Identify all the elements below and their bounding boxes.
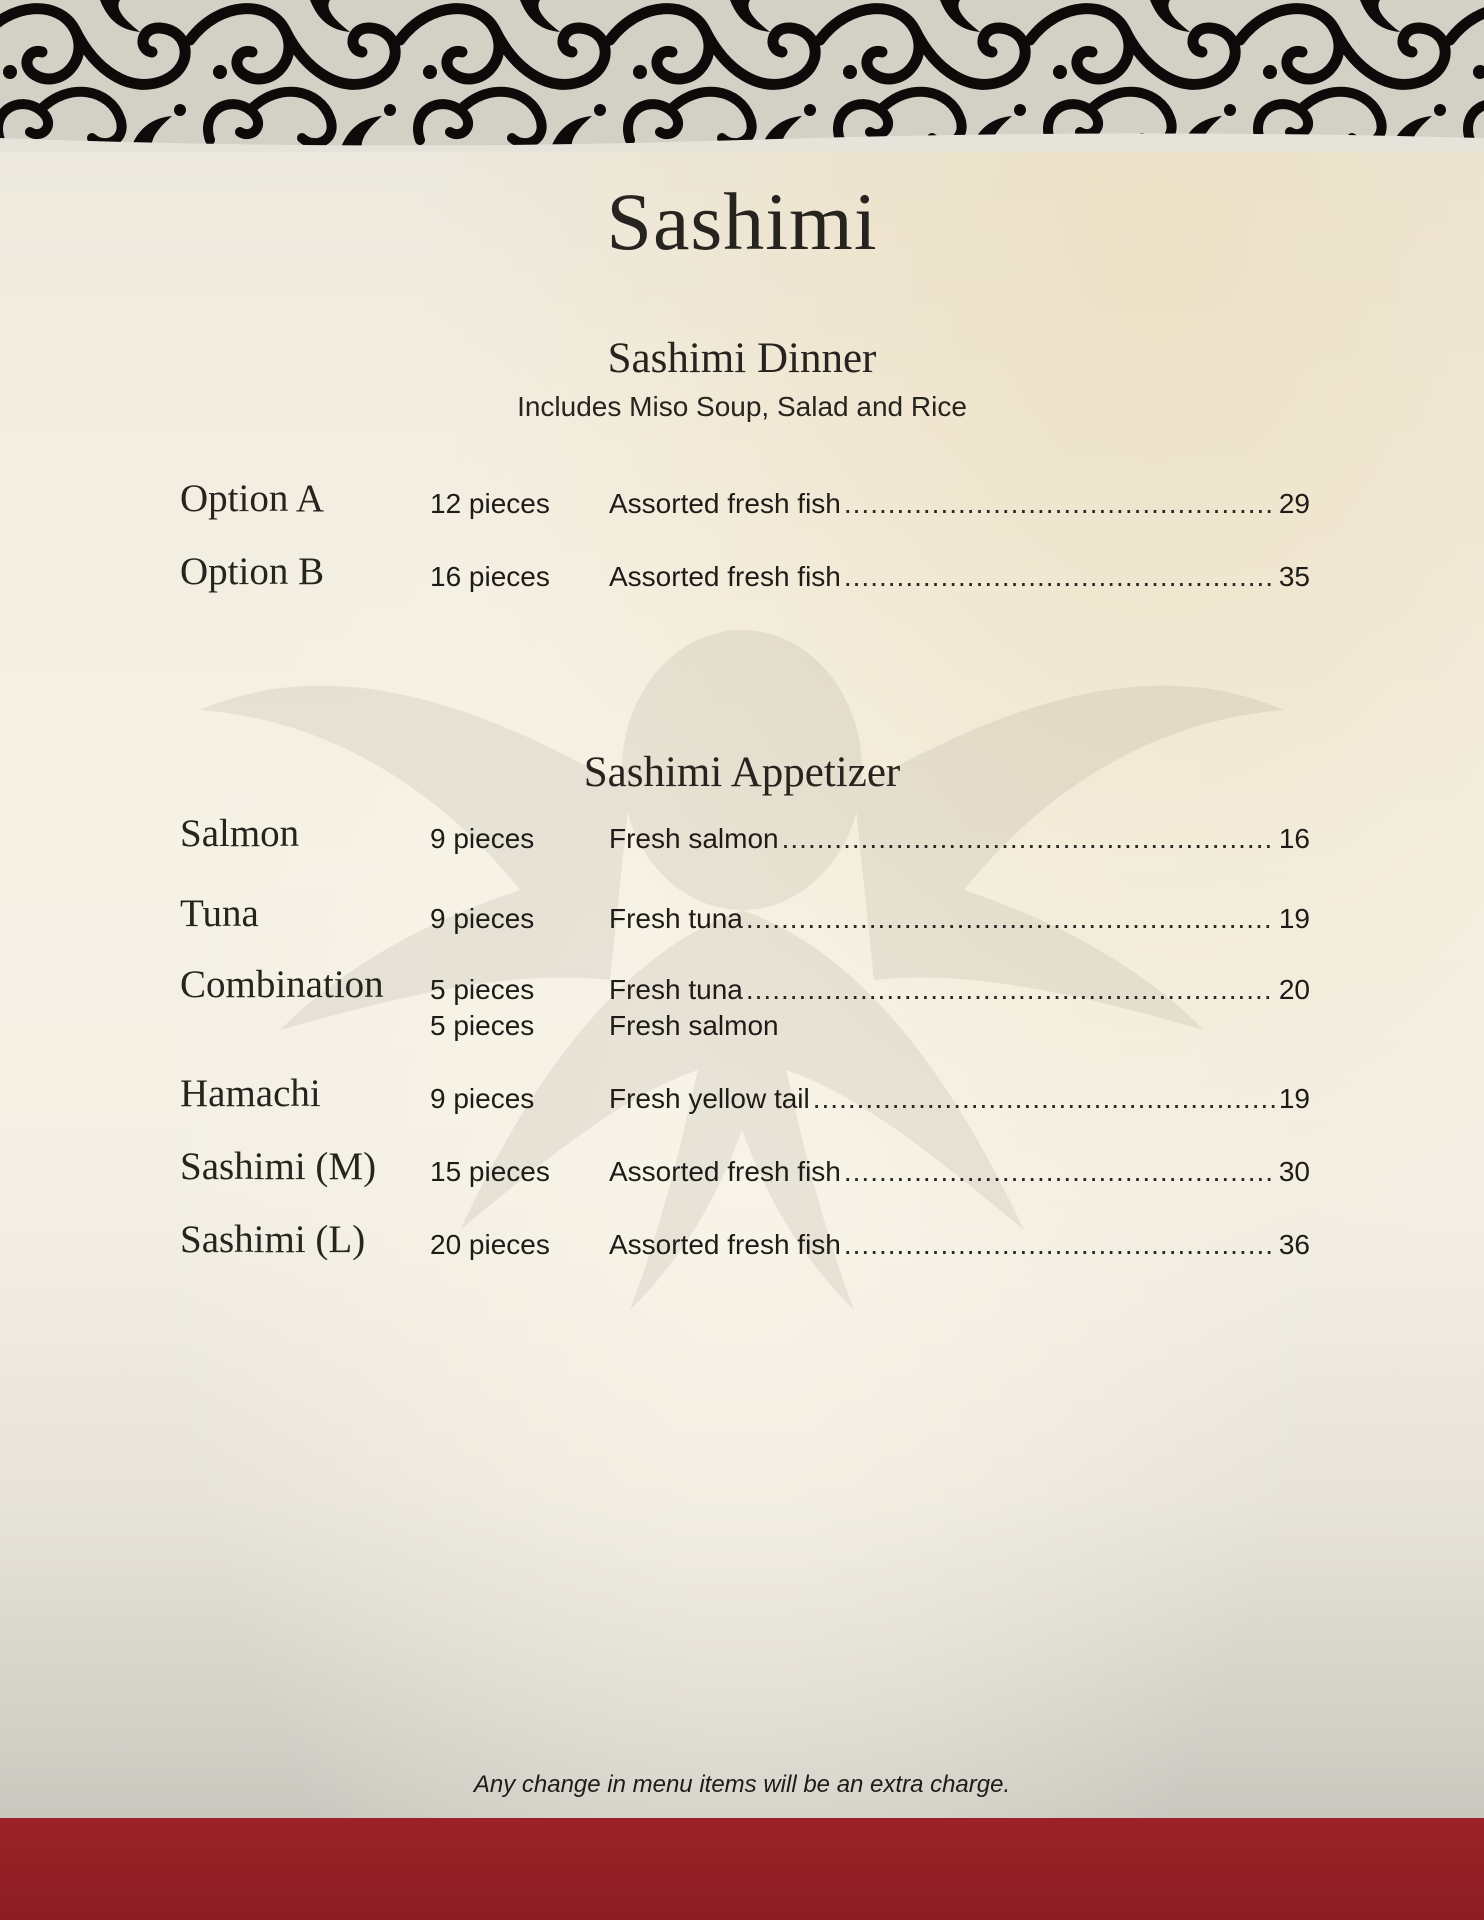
item-pieces-second: 5 pieces bbox=[430, 1010, 535, 1041]
item-description-line bbox=[609, 486, 1310, 522]
item-pieces: 20 pieces bbox=[430, 1229, 550, 1260]
item-pieces: 16 pieces bbox=[430, 561, 550, 592]
item-price: 35 bbox=[1278, 561, 1310, 592]
dot-leader bbox=[844, 1227, 1275, 1263]
section-title-dinner: Sashimi Dinner bbox=[607, 335, 877, 382]
item-name: Option A bbox=[180, 477, 325, 520]
dot-leader bbox=[746, 901, 1275, 937]
item-name: Option B bbox=[180, 550, 325, 593]
item-description-line bbox=[609, 1154, 1310, 1190]
item-description: Fresh tuna bbox=[609, 974, 743, 1005]
item-description-second: Fresh salmon bbox=[609, 1010, 779, 1041]
item-price: 19 bbox=[1278, 903, 1310, 934]
item-description-line bbox=[609, 821, 1310, 857]
item-price: 29 bbox=[1278, 488, 1310, 519]
item-price: 30 bbox=[1278, 1156, 1310, 1187]
menu-item-hamachi bbox=[180, 1072, 1310, 1132]
dot-leader bbox=[844, 1154, 1275, 1190]
page-title: Sashimi bbox=[606, 176, 878, 267]
footer-bar bbox=[0, 1818, 1484, 1920]
item-pieces: 5 pieces bbox=[430, 974, 535, 1005]
item-price: 16 bbox=[1278, 823, 1310, 854]
dot-leader bbox=[813, 1081, 1275, 1117]
item-price: 36 bbox=[1278, 1229, 1310, 1260]
item-description: Fresh yellow tail bbox=[609, 1083, 810, 1114]
item-name: Sashimi (L) bbox=[180, 1218, 366, 1261]
dot-leader bbox=[844, 486, 1275, 522]
footer-note: Any change in menu items will be an extra charge. bbox=[473, 1771, 1011, 1798]
menu-item-option-b bbox=[180, 550, 1310, 610]
item-name: Salmon bbox=[180, 812, 300, 855]
item-name: Combination bbox=[180, 963, 384, 1006]
item-pieces: 15 pieces bbox=[430, 1156, 550, 1187]
item-description-line bbox=[609, 1227, 1310, 1263]
item-price: 19 bbox=[1278, 1083, 1310, 1114]
item-description: Assorted fresh fish bbox=[609, 488, 841, 519]
menu-item-tuna bbox=[180, 892, 1310, 952]
section-title-appetizer: Sashimi Appetizer bbox=[583, 749, 901, 796]
item-description: Fresh tuna bbox=[609, 903, 743, 934]
dot-leader bbox=[782, 821, 1275, 857]
item-name: Hamachi bbox=[180, 1072, 321, 1115]
item-pieces: 9 pieces bbox=[430, 823, 535, 854]
menu-item-combination bbox=[180, 963, 1310, 1063]
item-pieces: 9 pieces bbox=[430, 903, 535, 934]
item-description-line bbox=[609, 901, 1310, 937]
item-description: Assorted fresh fish bbox=[609, 561, 841, 592]
item-description: Fresh salmon bbox=[609, 823, 779, 854]
item-price: 20 bbox=[1278, 974, 1310, 1005]
item-description: Assorted fresh fish bbox=[609, 1229, 841, 1260]
item-pieces: 12 pieces bbox=[430, 488, 550, 519]
item-description-line bbox=[609, 1081, 1310, 1117]
dot-leader bbox=[746, 972, 1275, 1008]
menu-item-salmon bbox=[180, 812, 1310, 872]
item-description-line bbox=[609, 559, 1310, 595]
menu-item-option-a bbox=[180, 477, 1310, 537]
menu-item-sashimi-l bbox=[180, 1218, 1310, 1278]
ornamental-scroll-border bbox=[0, 0, 1484, 152]
item-name: Tuna bbox=[180, 892, 259, 935]
item-name: Sashimi (M) bbox=[180, 1145, 377, 1188]
item-description-line bbox=[609, 972, 1310, 1008]
menu-item-sashimi-m bbox=[180, 1145, 1310, 1205]
section-subtitle-dinner: Includes Miso Soup, Salad and Rice bbox=[517, 391, 967, 422]
item-pieces: 9 pieces bbox=[430, 1083, 535, 1114]
dot-leader bbox=[844, 559, 1275, 595]
item-description: Assorted fresh fish bbox=[609, 1156, 841, 1187]
